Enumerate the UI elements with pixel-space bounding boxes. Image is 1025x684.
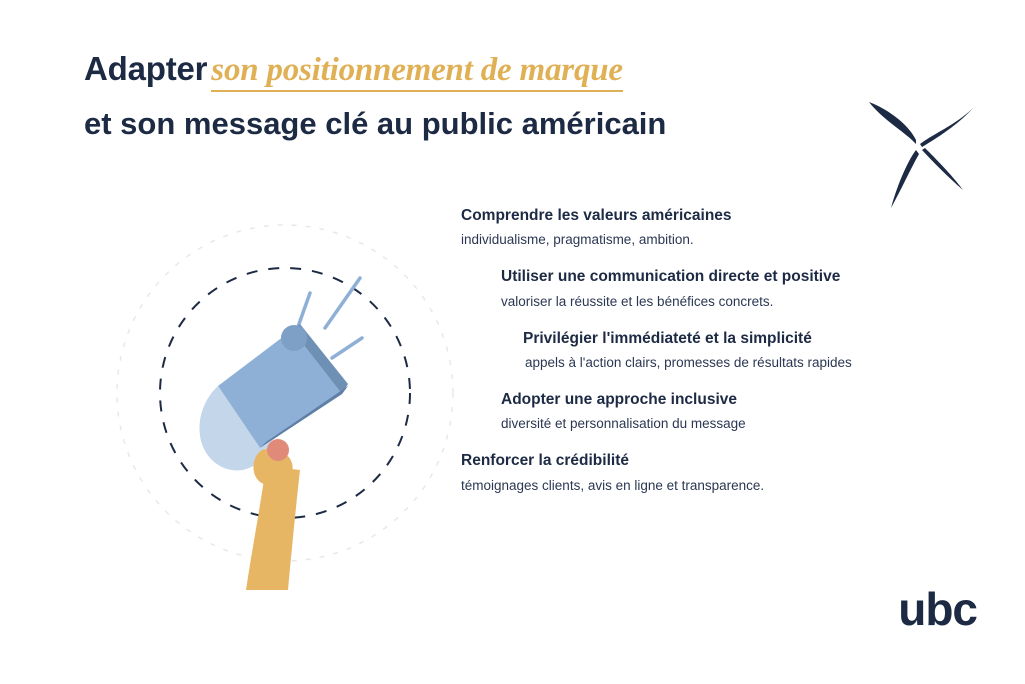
- point-title: Utiliser une communication directe et positive: [501, 268, 841, 286]
- point-title: Comprendre les valeurs américaines: [461, 207, 732, 224]
- brand-logo: ubc: [898, 583, 977, 635]
- point-subtitle: diversité et personnalisation du message: [501, 416, 746, 432]
- list-item: [501, 267, 875, 310]
- megaphone-illustration: [110, 198, 470, 598]
- point-subtitle: individualisme, pragmatisme, ambition.: [461, 232, 694, 248]
- point-subtitle: valoriser la réussite et les bénéfices concrets.: [501, 293, 774, 309]
- list-item: [523, 329, 875, 372]
- point-title: Privilégier l'immédiateté et la simplicité: [523, 329, 812, 347]
- list-item: [461, 206, 875, 249]
- point-subtitle: appels à l'action clairs, promesses de résultats rapides: [525, 354, 852, 370]
- title-plain-text: Adapter: [84, 50, 208, 87]
- list-item: [461, 451, 875, 494]
- point-subtitle: témoignages clients, avis en ligne et transparence.: [461, 477, 765, 493]
- list-item: [501, 390, 875, 433]
- point-title: Adopter une approche inclusive: [501, 391, 737, 409]
- key-points-list: [455, 206, 875, 513]
- page-title-line-1: [84, 48, 844, 91]
- title-block: [84, 48, 844, 144]
- title-accent-text: son positionnement de marque: [211, 52, 623, 92]
- point-title: Renforcer la crédibilité: [461, 452, 629, 470]
- page-title-line-2: et son message clé au public américain: [84, 106, 667, 142]
- four-petal-flower-icon: [853, 78, 983, 218]
